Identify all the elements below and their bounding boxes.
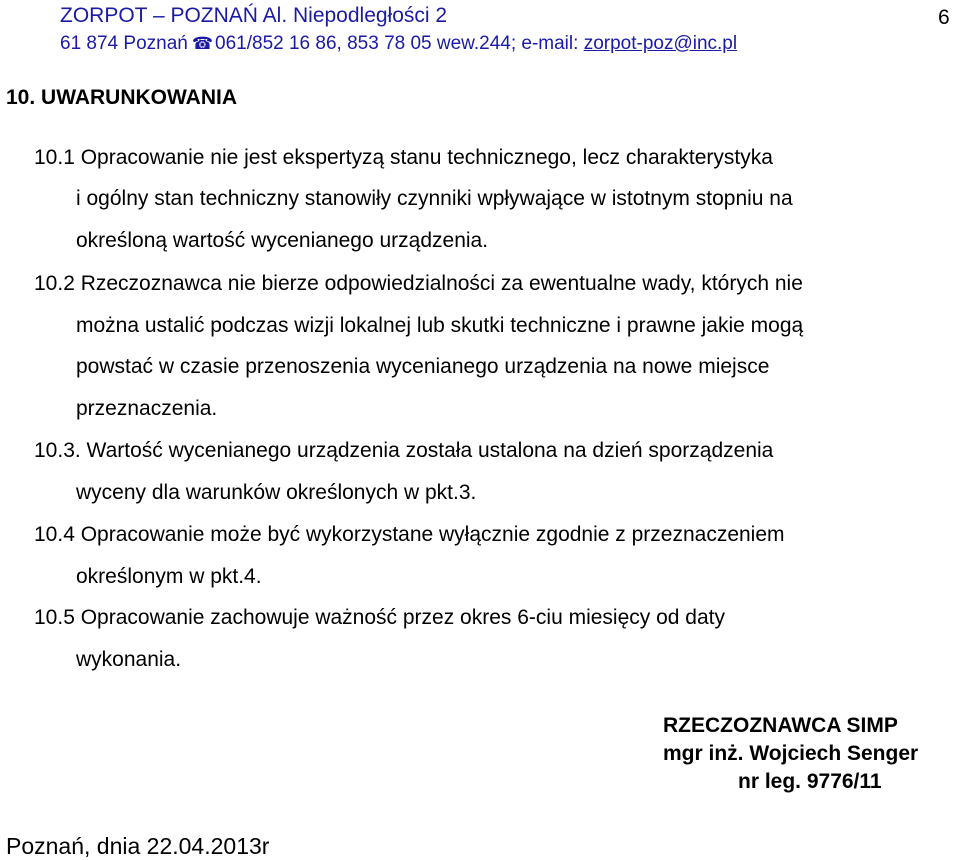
header-contact-line bbox=[60, 33, 737, 55]
paragraph-line: 10.2 Rzeczoznawca nie bierze odpowiedzialności za ewentualne wady, których nie bbox=[34, 272, 803, 295]
paragraph-line: powstać w czasie przenoszenia wycenianego urządzenia na nowe miejsce bbox=[76, 355, 770, 378]
paragraph-line: i ogólny stan techniczny stanowiły czynniki wpływające w istotnym stopniu na bbox=[76, 187, 793, 210]
section-heading: 10. UWARUNKOWANIA bbox=[6, 86, 238, 109]
paragraph-line: wykonania. bbox=[76, 648, 182, 671]
header-phones: 061/852 16 86, 853 78 05 wew.244; e-mail: bbox=[215, 33, 579, 54]
footer-date: Poznań, dnia 22.04.2013r bbox=[6, 833, 270, 859]
header-company-line: ZORPOT – POZNAŃ Al. Niepodległości 2 bbox=[60, 4, 448, 27]
signature-registration: nr leg. 9776/11 bbox=[738, 770, 882, 793]
paragraph-line: określonym w pkt.4. bbox=[76, 565, 262, 588]
header-email-link[interactable]: zorpot-poz@inc.pl bbox=[583, 33, 738, 54]
paragraph-line: określoną wartość wycenianego urządzenia. bbox=[76, 229, 489, 252]
paragraph-line: 10.3. Wartość wycenianego urządzenia została ustalona na dzień sporządzenia bbox=[34, 439, 774, 462]
page-number: 6 bbox=[938, 6, 950, 29]
paragraph-line: 10.4 Opracowanie może być wykorzystane wyłącznie zgodnie z przeznaczeniem bbox=[34, 523, 785, 546]
paragraph-line: przeznaczenia. bbox=[76, 397, 218, 420]
signature-title: RZECZOZNAWCA SIMP bbox=[663, 714, 898, 737]
telephone-icon: ☎ bbox=[191, 34, 214, 53]
header-address: 61 874 Poznań bbox=[60, 33, 188, 54]
paragraph-line: wyceny dla warunków określonych w pkt.3. bbox=[76, 481, 477, 504]
paragraph-line: 10.1 Opracowanie nie jest ekspertyzą stanu technicznego, lecz charakterystyka bbox=[34, 146, 773, 169]
paragraph-line: można ustalić podczas wizji lokalnej lub skutki techniczne i prawne jakie mogą bbox=[76, 314, 804, 337]
paragraph-line: 10.5 Opracowanie zachowuje ważność przez okres 6-ciu miesięcy od daty bbox=[34, 606, 726, 629]
signature-name: mgr inż. Wojciech Senger bbox=[663, 742, 919, 765]
